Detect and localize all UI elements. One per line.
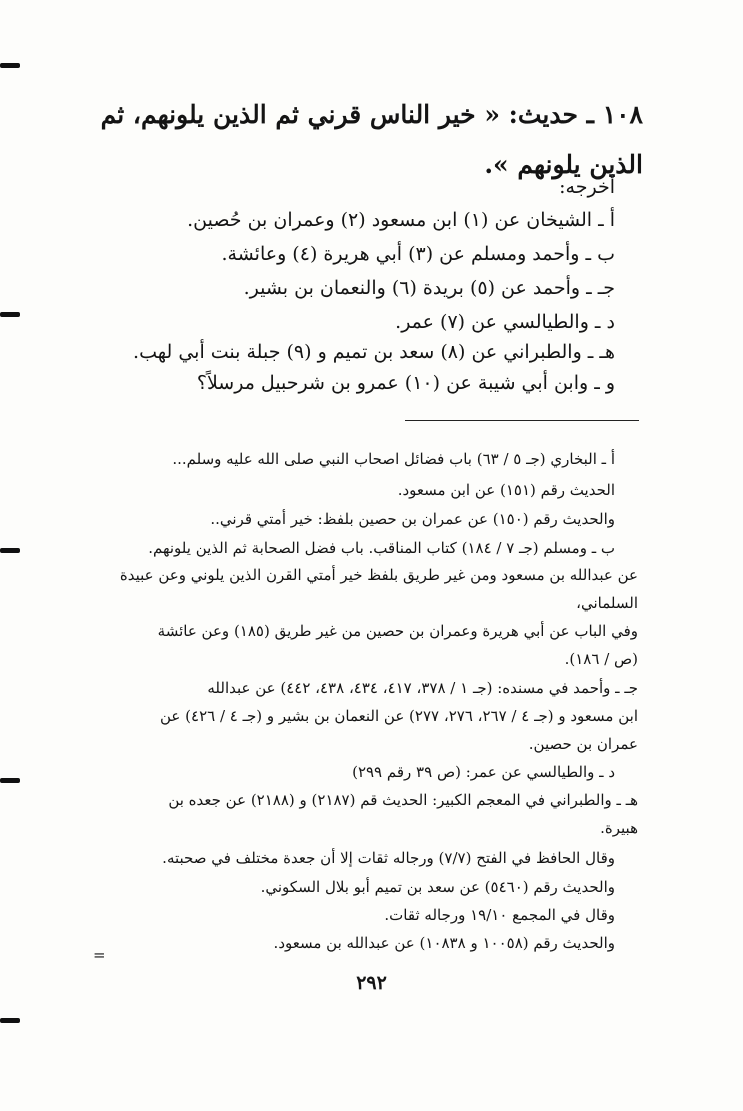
footnote-line: والحديث رقم (١٠٠٥٨ و ١٠٨٣٨) عن عبدالله بن مسعود. [273,934,615,952]
footnote-line: وقال في المجمع ١٩/١٠ ورجاله ثقات. [384,906,615,924]
footnote-line: والحديث رقم (٥٤٦٠) عن سعد بن تميم أبو بلال السكوني. [260,878,615,896]
left-margin-mark [0,778,20,783]
source-line: ب ـ وأحمد ومسلم عن (٣) أبي هريرة (٤) وعائشة. [221,243,615,265]
page-number: ٢٩٢ [356,972,387,994]
footnote-separator [405,420,639,421]
takhrij-label: أخرجه: [559,176,615,198]
footnote-line: د ـ والطيالسي عن عمر: (ص ٣٩ رقم ٢٩٩) [352,763,615,781]
hadith-heading: ١٠٨ ـ حديث: « خير الناس قرني ثم الذين يلونهم، ثم الذين يلونهم ». [100,100,643,179]
footnote-line: ابن مسعود و (جـ ٤ / ٢٦٧، ٢٧٦، ٢٧٧) عن النعمان بن بشير و (جـ ٤ / ٤٢٦) عن [160,707,638,725]
footnote-line: عمران بن حصين. [528,735,638,753]
footnote-line: هبيرة. [600,819,638,837]
footnote-line: وقال الحافظ في الفتح (٧/٧) ورجاله ثقات إلا أن جعدة مختلف في صحبته. [162,849,615,867]
left-margin-mark [0,1018,20,1023]
footnote-line: ب ـ ومسلم (جـ ٧ / ١٨٤) كتاب المناقب. باب فضل الصحابة ثم الذين يلونهم. [148,539,615,557]
footnote-line: جـ ـ وأحمد في مسنده: (جـ ١ / ٣٧٨، ٤١٧، ٤٣٤، ٤٣٨، ٤٤٢) عن عبدالله [207,679,638,697]
footnote-line: وفي الباب عن أبي هريرة وعمران بن حصين من غير طريق (١٨٥) وعن عائشة [157,622,638,640]
left-margin-mark [0,548,20,553]
source-line: أ ـ الشيخان عن (١) ابن مسعود (٢) وعمران بن حُصين. [187,209,615,231]
footnote-line: هـ ـ والطبراني في المعجم الكبير: الحديث قم (٢١٨٧) و (٢١٨٨) عن جعده بن [168,791,638,809]
source-line: و ـ وابن أبي شيبة عن (١٠) عمرو بن شرحبيل مرسلاً؟ [196,372,615,394]
left-margin-mark [0,312,20,317]
footnote-line: الحديث رقم (١٥١) عن ابن مسعود. [397,481,615,499]
footnote-line: والحديث رقم (١٥٠) عن عمران بن حصين بلفظ: خير أمتي قرني.. [210,510,615,528]
left-margin-mark [0,63,20,68]
footnote-line: أ ـ البخاري (جـ ٥ / ٦٣) باب فضائل اصحاب النبي صلى الله عليه وسلم... [172,450,615,468]
source-line: جـ ـ وأحمد عن (٥) بريدة (٦) والنعمان بن بشير. [243,277,615,299]
footnote-line: السلماني، [576,594,638,612]
continuation-mark: = [93,946,106,964]
source-line: هـ ـ والطبراني عن (٨) سعد بن تميم و (٩) جبلة بنت أبي لهب. [133,341,615,363]
footnote-line: عن عبدالله بن مسعود ومن غير طريق بلفظ خير أمتي القرن الذين يلوني وعن عبيدة [119,566,638,584]
footnote-line: (ص / ١٨٦). [564,650,638,668]
source-line: د ـ والطيالسي عن (٧) عمر. [395,311,615,333]
